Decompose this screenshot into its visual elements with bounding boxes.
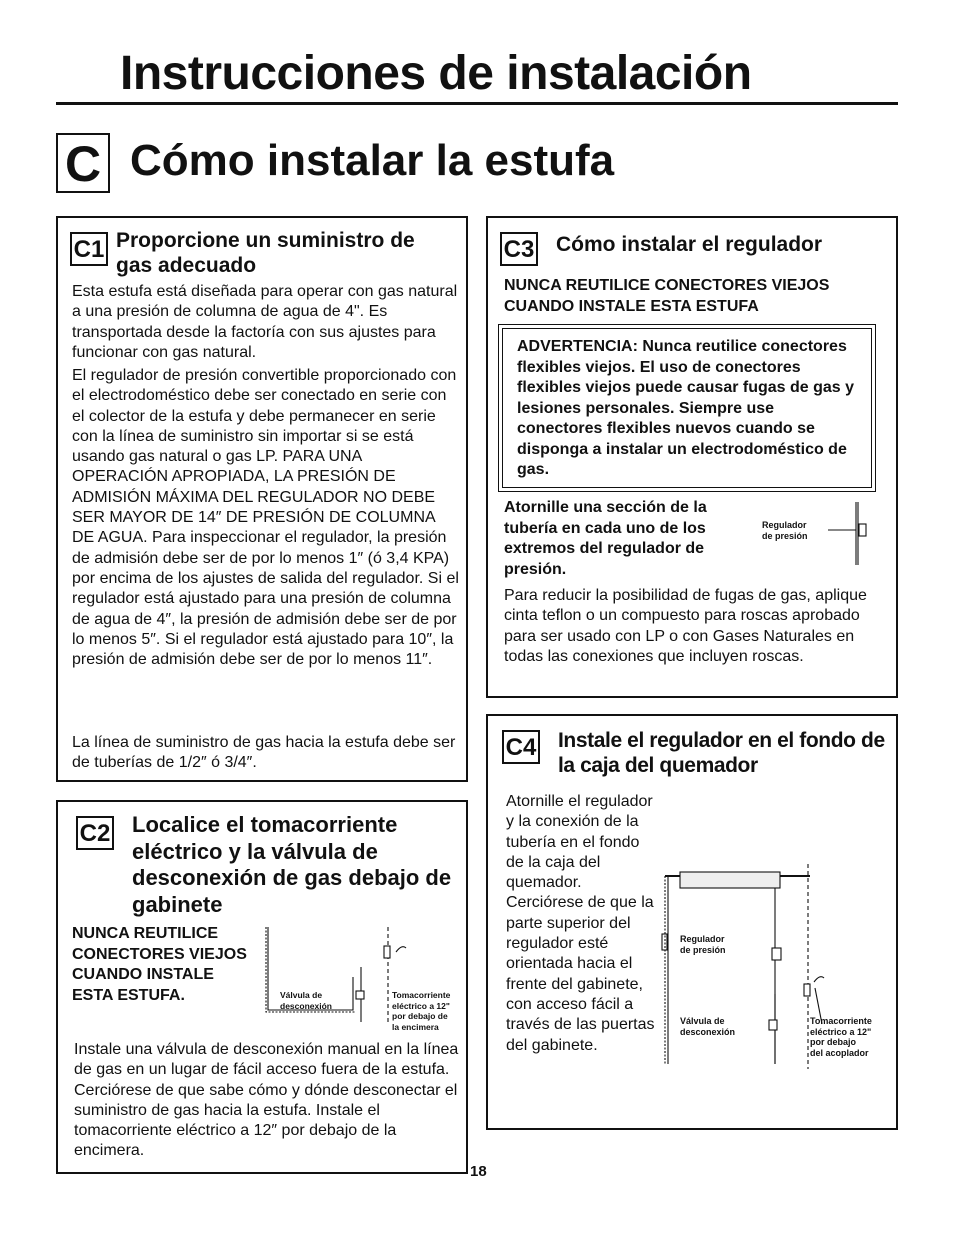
- c3-box: [486, 216, 898, 698]
- page-title: Instrucciones de instalación: [120, 47, 752, 100]
- c3-body: Para reducir la posibilidad de fugas de gas, aplique cinta teflon o un compuesto para roscas aprobado para ser usado con LP o con Gases Naturales en todas las conexiones que incluyen roscas.: [504, 587, 867, 665]
- section-title: Cómo instalar la estufa: [130, 136, 615, 185]
- c3-instruction: Atornille una sección de la tubería en cada uno de los extremos del regulador de presión.: [504, 499, 707, 578]
- c1-paragraph-3: La línea de suministro de gas hacia la estufa debe ser de tuberías de 1/2″ ó 3/4″.: [72, 734, 456, 772]
- c2-tag: C2: [76, 816, 114, 850]
- c1-paragraph-2: El regulador de presión convertible proporcionado con el electrodoméstico debe ser conectado en serie con el colector de la estufa y debe permanecer en serie con la línea de suministro sin importar si se está usando gas natural o gas LP. PARA UNA OPERACIÓN APROPIADA, LA PRESIÓN DE ADMISIÓN MÁXIMA DEL REGULADOR NO DEBE SER MAYOR DE 14″ DE PRESIÓN DE COLUMNA DE AGUA. Para inspeccionar el regulador, la presión de admisión debe ser de por lo menos 1″ (ó 3,4 KPA) por encima de los ajustes de salida del regulador. Si el regulador está ajustado para una presión de columna de agua de 4″, la presión de admisión debe ser de por lo menos 5″. Si el regulador está ajustado para 10″, la presión de admisión debe ser de por lo menos 11″.: [72, 367, 459, 669]
- c4-label-valve: Válvula de desconexión: [680, 1016, 736, 1037]
- c4-tag: C4: [502, 730, 540, 764]
- c3-warning-box: [498, 324, 876, 492]
- c4-label-regulator: Regulador de presión: [680, 934, 726, 955]
- c2-label-valve: Válvula de desconexión: [280, 990, 332, 1011]
- c3-warning-box-inner: [502, 328, 872, 488]
- c2-warning: NUNCA REUTILICE CONECTORES VIEJOS CUANDO INSTALE ESTA ESTUFA.: [72, 925, 247, 1004]
- c1-tag: C1: [70, 232, 108, 266]
- section-letter: C: [56, 133, 110, 193]
- c2-box: [56, 800, 468, 1174]
- c3-caps-warning: NUNCA REUTILICE CONECTORES VIEJOS CUANDO INSTALE ESTA ESTUFA: [504, 277, 830, 315]
- c4-box: [486, 714, 898, 1130]
- c1-box: [56, 216, 468, 782]
- c3-regulator-diagram: [828, 500, 878, 570]
- c2-label-outlet: Tomacorriente eléctrico a 12" por debajo de la encimera: [392, 990, 451, 1032]
- c3-warning-text: ADVERTENCIA: Nunca reutilice conectores flexibles viejos. El uso de conectores flexibles viejos puede causar fugas de gas y lesiones personales. Siempre use conectores flexibles nuevos cuando se disponga a instalar un electrodoméstico de gas.: [517, 338, 855, 478]
- c4-title: Instale el regulador en el fondo de la caja del quemador: [558, 729, 885, 777]
- title-rule: [56, 102, 898, 105]
- c3-tag: C3: [500, 232, 538, 266]
- c4-body: Atornille el regulador y la conexión de la tubería en el fondo de la caja del quemador. Cerciórese de que la parte superior del regulador esté orientada hacia el frente del gabinete, con acceso fácil a través de las puertas del gabinete.: [506, 793, 655, 1054]
- c3-label-regulator: Regulador de presión: [762, 520, 808, 541]
- c4-label-outlet: Tomacorriente eléctrico a 12" por debajo del acoplador: [810, 1016, 872, 1058]
- page-number: 18: [470, 1163, 487, 1180]
- c3-title: Cómo instalar el regulador: [556, 233, 823, 256]
- c2-body: Instale una válvula de desconexión manual en la línea de gas en un lugar de fácil acceso fuera de la estufa. Cerciórese de que sabe cómo y dónde desconectar el suministro de gas hacia la estufa. Instale el tomacorriente eléctrico a 12″ por debajo de la encimera.: [74, 1041, 459, 1160]
- c1-paragraph-1: Esta estufa está diseñada para operar con gas natural a una presión de columna de agua de 4". Es transportada desde la factoría con sus ajustes para funcionar con gas natural.: [72, 283, 458, 361]
- c1-title: Proporcione un suministro de gas adecuado: [116, 229, 415, 277]
- c2-title: Localice el tomacorriente eléctrico y la válvula de desconexión de gas debajo de gabinete: [132, 812, 452, 917]
